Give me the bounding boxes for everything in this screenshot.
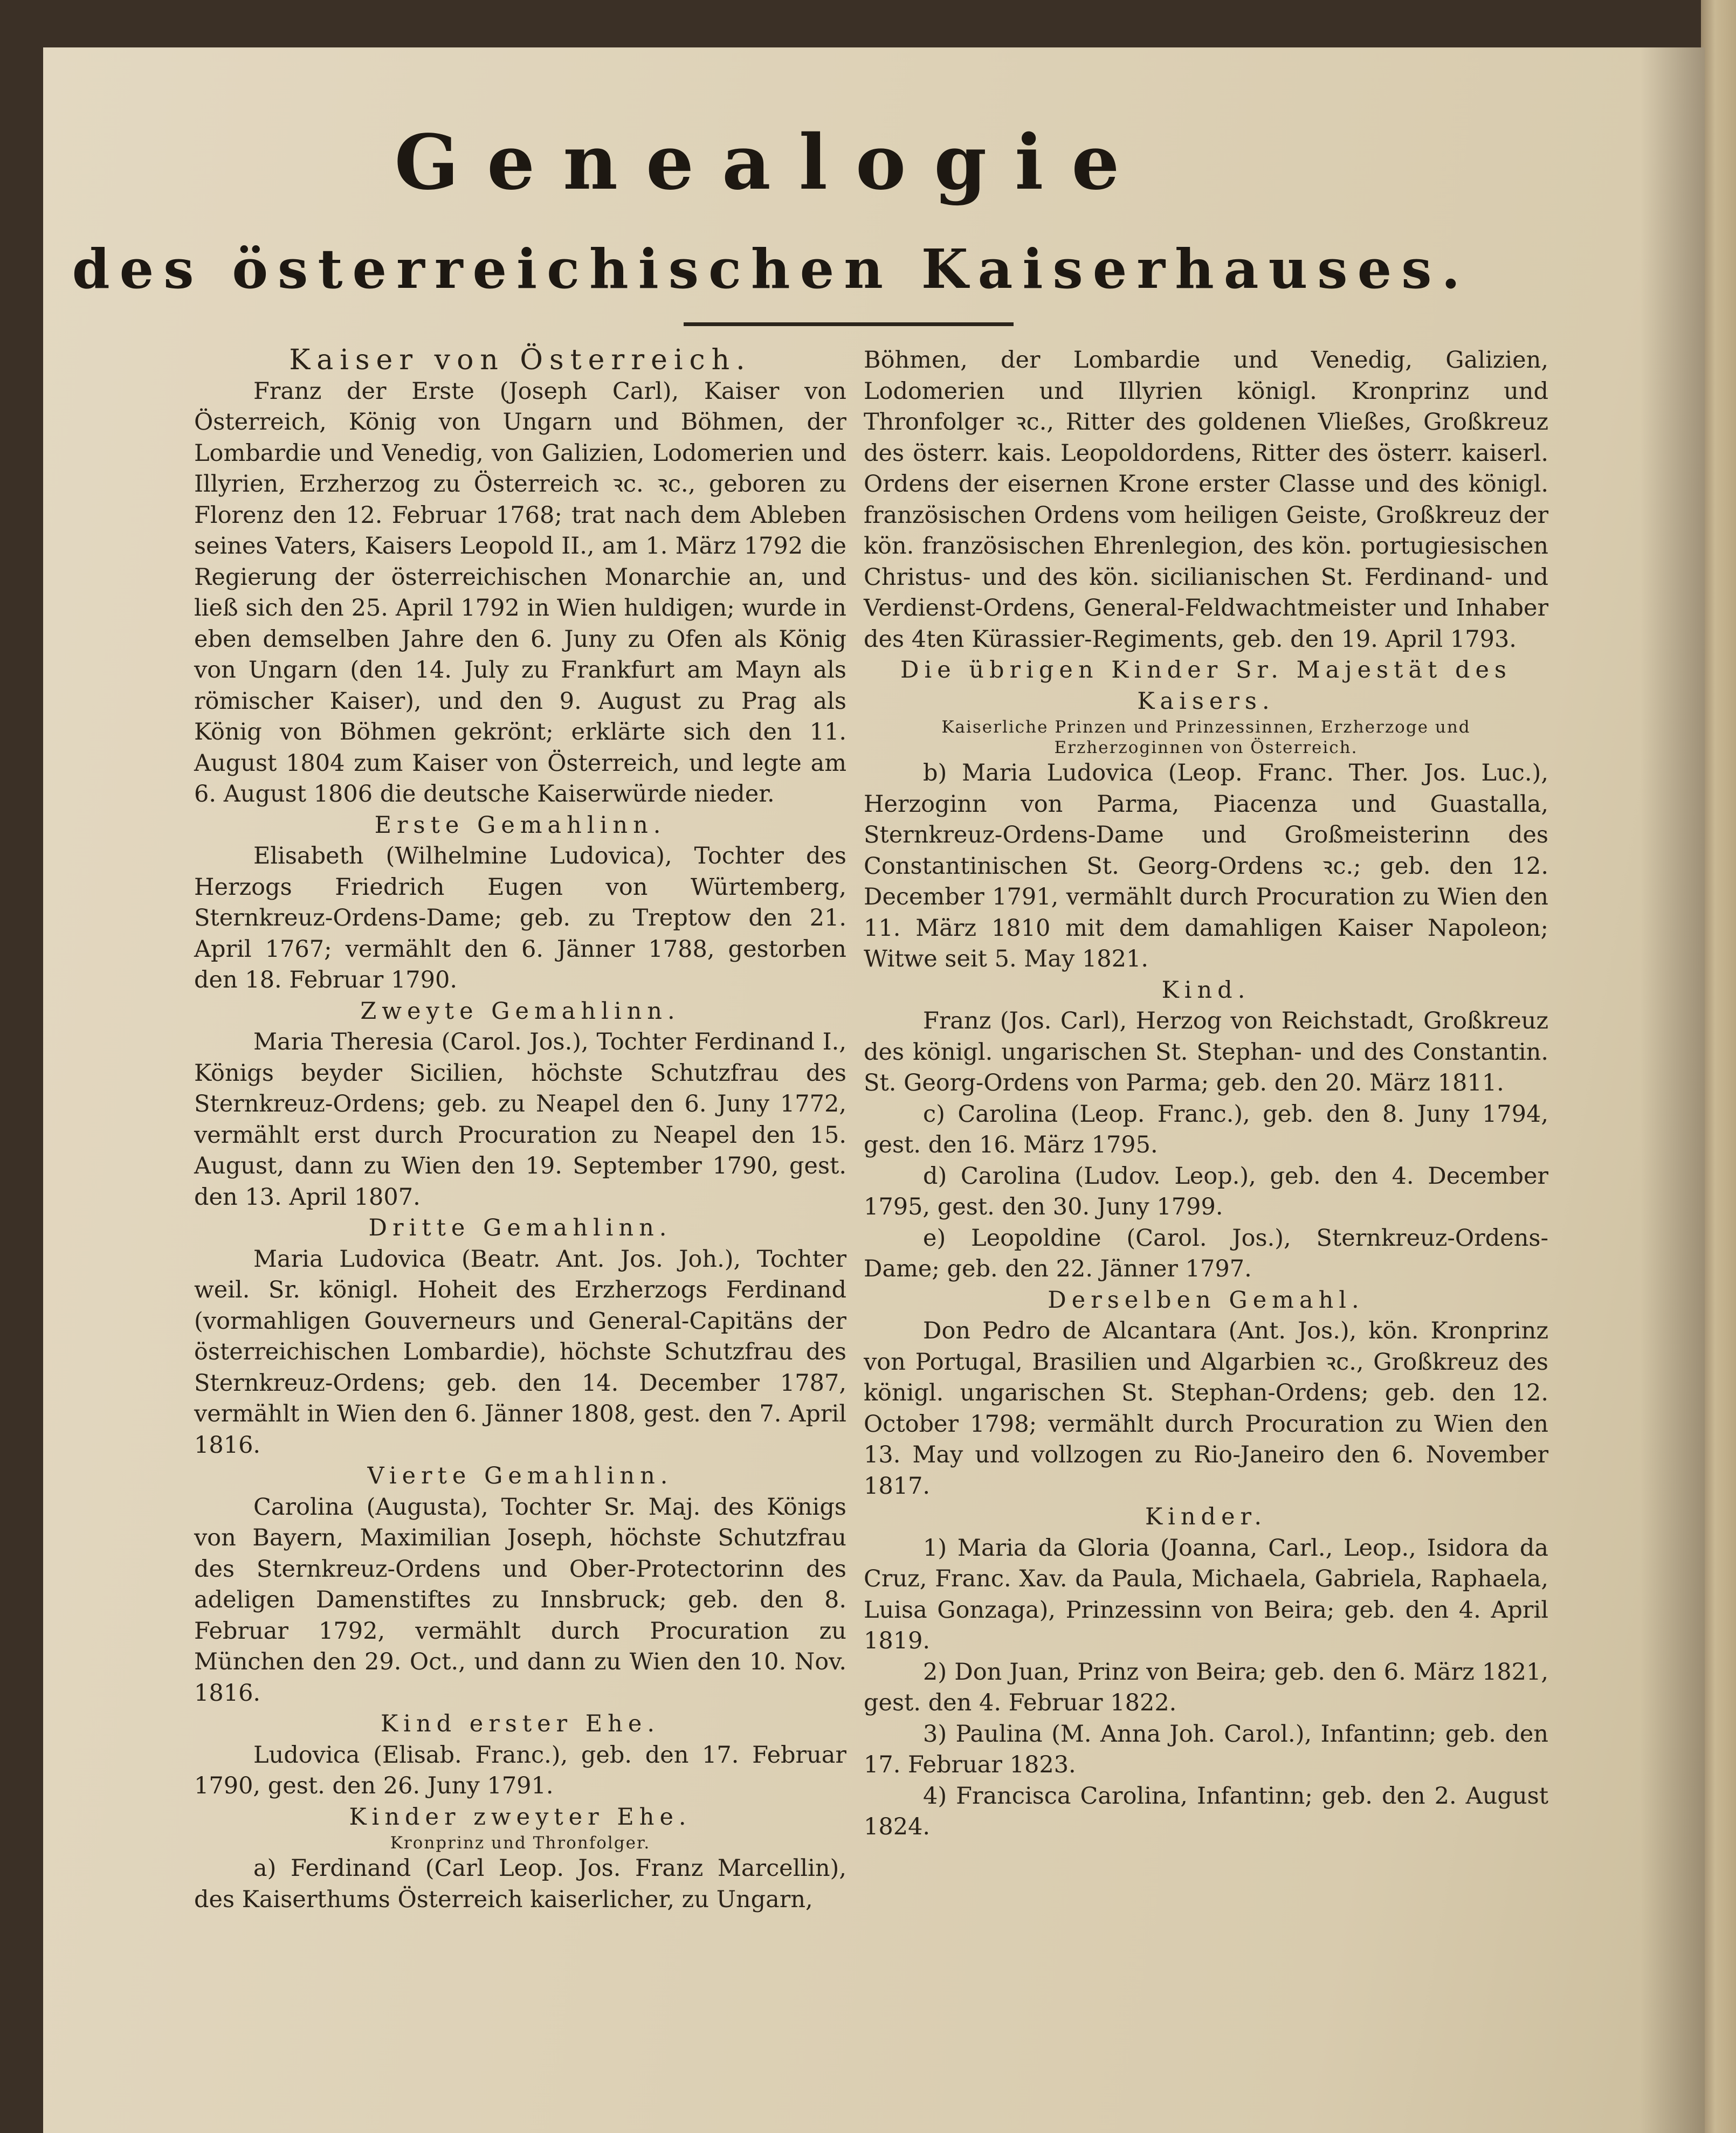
paragraph: Franz (Jos. Carl), Herzog von Reichstadt, Großkreuz des königl. ungarischen St. Stephan- und des Constantin. St. Georg-Ordens von Parma; geb. den 20. März 1811. xyxy=(864,1007,1548,1096)
paragraph: c) Carolina (Leop. Franc.), geb. den 8. Juny 1794, gest. den 16. März 1795. xyxy=(864,1100,1548,1158)
right-column xyxy=(864,345,1548,1843)
paragraph: 2) Don Juan, Prinz von Beira; geb. den 6. März 1821, gest. den 4. Februar 1822. xyxy=(864,1658,1548,1716)
paragraph: Maria Theresia (Carol. Jos.), Tochter Ferdinand I., Königs beyder Sicilien, höchste Schutzfrau des Sternkreuz-Ordens; geb. zu Neapel den 6. Juny 1772, vermählt erst durch Procuration zu Neapel den 15. August, dann zu Wien den 19. September 1790, gest. den 13. April 1807. xyxy=(194,1028,846,1211)
adjacent-page-edge xyxy=(1701,0,1736,2133)
subheading: Die übrigen Kinder Sr. Majestät des Kaisers. xyxy=(900,657,1512,715)
paragraph: b) Maria Ludovica (Leop. Franc. Ther. Jos. Luc.), Herzoginn von Parma, Piacenza und Guastalla, Sternkreuz-Ordens-Dame und Großmeisterinn des Constantinischen St. Georg-Ordens ꝛc.; geb. den 12. December 1791, vermählt durch Procuration zu Wien den 11. März 1810 mit dem damahligen Kaiser Napoleon; Witwe seit 5. May 1821. xyxy=(864,760,1548,972)
document-title: Genealogie xyxy=(394,119,1148,207)
subheading: Vierte Gemahlinn. xyxy=(367,1462,673,1489)
title-rule xyxy=(684,322,1014,326)
paragraph: Don Pedro de Alcantara (Ant. Jos.), kön. Kronprinz von Portugal, Brasilien und Algarbien ꝛc., Großkreuz des königl. ungarischen St. Stephan-Ordens; geb. den 12. October 1798; vermählt durch Procuration zu Wien den 13. May und vollzogen zu Rio-Janeiro den 6. November 1817. xyxy=(864,1317,1548,1500)
page-edge-shadow xyxy=(1640,47,1705,2133)
paragraph: Böhmen, der Lombardie und Venedig, Galizien, Lodomerien und Illyrien königl. Kronprinz und Thronfolger ꝛc., Ritter des goldenen Vließes, Großkreuz des österr. kais. Leopoldordens, Ritter des österr. kaiserl. Ordens der eisernen Krone erster Classe und des königl. französischen Ordens vom heiligen Geiste, Großkreuz der kön. französischen Ehrenlegion, des kön. portugiesischen Christus- und des kön. sicilianischen St. Ferdinand- und Verdienst-Ordens, General-Feldwachtmeister und Inhaber des 4ten Kürassier-Regiments, geb. den 19. April 1793. xyxy=(864,347,1548,653)
paragraph: Ludovica (Elisab. Franc.), geb. den 17. Februar 1790, gest. den 26. Juny 1791. xyxy=(194,1741,846,1799)
section-heading: Kaiser von Österreich. xyxy=(289,344,752,376)
subheading: Erste Gemahlinn. xyxy=(374,811,666,839)
paragraph: Maria Ludovica (Beatr. Ant. Jos. Joh.), Tochter weil. Sr. königl. Hoheit des Erzherzogs Ferdinand (vormahligen Gouverneurs und General-Capitäns der österreichischen Lombardie), höchste Schutzfrau des Sternkreuz-Ordens; geb. den 14. December 1787, vermählt in Wien den 6. Jänner 1808, gest. den 7. April 1816. xyxy=(194,1245,846,1459)
paragraph: Elisabeth (Wilhelmine Ludovica), Tochter des Herzogs Friedrich Eugen von Würtemberg, Sternkreuz-Ordens-Dame; geb. zu Treptow den 21. April 1767; vermählt den 6. Jänner 1788, gestorben den 18. Februar 1790. xyxy=(194,843,846,993)
small-caption: Kaiserliche Prinzen und Prinzessinnen, Erzherzoge und Erzherzoginnen von Österreich. xyxy=(941,717,1471,757)
left-column xyxy=(194,345,846,1915)
subheading: Kinder. xyxy=(1145,1503,1267,1530)
subheading: Kind. xyxy=(1161,976,1251,1004)
paragraph: e) Leopoldine (Carol. Jos.), Sternkreuz-Ordens-Dame; geb. den 22. Jänner 1797. xyxy=(864,1224,1548,1282)
paragraph: Carolina (Augusta), Tochter Sr. Maj. des Königs von Bayern, Maximilian Joseph, höchste Schutzfrau des Sternkreuz-Ordens und Ober-Protectorinn des adeligen Damenstiftes zu Innsbruck; geb. den 8. Februar 1792, vermählt durch Procuration zu München den 29. Oct., und dann zu Wien den 10. Nov. 1816. xyxy=(194,1493,846,1707)
subheading: Kind erster Ehe. xyxy=(381,1710,660,1737)
document-subtitle: des österreichischen Kaiserhauses. xyxy=(72,237,1470,301)
subheading: Derselben Gemahl. xyxy=(1048,1286,1365,1314)
subheading: Kinder zweyter Ehe. xyxy=(349,1803,692,1831)
paragraph: 4) Francisca Carolina, Infantinn; geb. den 2. August 1824. xyxy=(864,1782,1548,1840)
paragraph: 3) Paulina (M. Anna Joh. Carol.), Infantinn; geb. den 17. Februar 1823. xyxy=(864,1720,1548,1778)
paragraph: d) Carolina (Ludov. Leop.), geb. den 4. December 1795, gest. den 30. Juny 1799. xyxy=(864,1162,1548,1220)
subheading: Dritte Gemahlinn. xyxy=(368,1214,672,1241)
subheading: Zweyte Gemahlinn. xyxy=(360,997,680,1025)
paragraph: Franz der Erste (Joseph Carl), Kaiser von Österreich, König von Ungarn und Böhmen, der Lombardie und Venedig, von Galizien, Lodomerien und Illyrien, Erzherzog zu Österreich ꝛc. ꝛc., geboren zu Florenz den 12. Februar 1768; trat nach dem Ableben seines Vaters, Kaisers Leopold II., am 1. März 1792 die Regierung der österreichischen Monarchie an, und ließ sich den 25. April 1792 in Wien huldigen; wurde in eben demselben Jahre den 6. Juny zu Ofen als König von Ungarn (den 14. July zu Frankfurt am Mayn als römischer Kaiser), und den 9. August zu Prag als König von Böhmen gekrönt; erklärte sich den 11. August 1804 zum Kaiser von Österreich, und legte am 6. August 1806 die deutsche Kaiserwürde nieder. xyxy=(194,377,846,807)
small-caption: Kronprinz und Thronfolger. xyxy=(390,1833,651,1853)
paragraph: a) Ferdinand (Carl Leop. Jos. Franz Marcellin), des Kaiserthums Österreich kaiserlicher, zu Ungarn, xyxy=(194,1855,846,1913)
paragraph: 1) Maria da Gloria (Joanna, Carl., Leop., Isidora da Cruz, Franc. Xav. da Paula, Michaela, Gabriela, Raphaela, Luisa Gonzaga), Prinzessinn von Beira; geb. den 4. April 1819. xyxy=(864,1534,1548,1654)
